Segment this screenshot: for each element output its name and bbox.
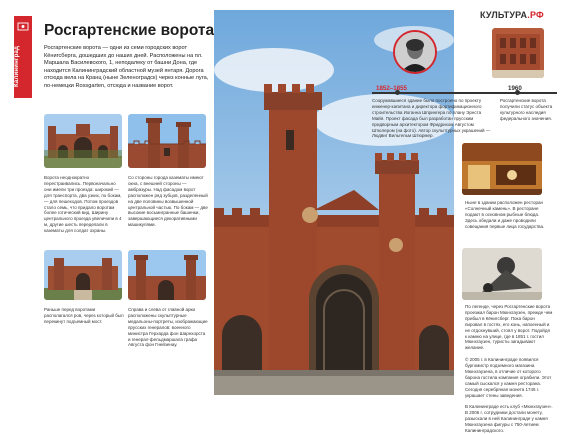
photo-gate-towers: [128, 114, 206, 168]
photo-gate-moat: [44, 250, 122, 300]
map-pin-icon: [17, 22, 29, 31]
intro-text: Росгартенские ворота — одни из семи городских ворот Кёнигсберга, дошедших до наших дней. Расположены на пл. Маршала Василевского, 1, неподалеку от башни Дона, где находится Калининградский областной музей янтаря. Дорога отсюда вела на Кранц (ныне Зеленоградск) через конные луга, по-немецки Rossgarten, отсюда и название ворот.: [44, 45, 209, 89]
page-title: Росгартенские ворота: [44, 22, 215, 39]
photo-restaurant: [462, 143, 542, 195]
caption-casemates: Со стороны города казематы имеют окна, с внешней стороны — амбразуры. Над фасадом ворот расположен ряд зубцов, разделенный на две половины возвышенной центральной частью. По бокам — две высокие восьмигранные башенки, завершающиеся декоративными машикулями.: [128, 175, 208, 228]
caption-moat: Раньше перед воротами располагался ров, через который был перекинут подъемный мост.: [44, 307, 124, 324]
photo-gate-side: [128, 250, 206, 300]
photo-munchausen-sculpture: [462, 248, 542, 300]
section-label: Калининград: [14, 45, 20, 87]
brand-name: КУЛЬТУРА: [480, 10, 528, 20]
year-end: 1960: [508, 85, 522, 92]
photo-gate-exterior: [44, 114, 122, 168]
caption-heritage-status: Росгартенские ворота получили статус объекта культурного наследия федерального значения.: [500, 98, 553, 121]
year-start: 1852–1855: [376, 85, 407, 92]
photo-portrait-architect: [393, 30, 437, 74]
brand-suffix: .РФ: [527, 10, 544, 20]
photo-heritage-building: [492, 28, 544, 78]
caption-architects: Сооружавшиеся здание было построено по проекту инженер-капитана и директора фортификационного строительства Иоганна Шпрингера по плану Эрнста Майя. Проект фасада был разработан прусским придворным архитектором Фридрихом Августом Штюлером (на фото). Автор скульптурных украшений — Людвиг Вильгельм Штюрмер.: [372, 98, 491, 139]
brand-logo: [480, 10, 544, 20]
caption-reconstruction: Ворота неоднократно перестраивались. Первоначально они имели три проезда: широкий — для транспорта, два узких, по бокам, — для пешеходов. Потом проездов стало семь, что придало воротам более готический вид. Ширину центрального проезда увеличили в 4 м, другие шесть переделали в казематы для солдат охраны.: [44, 175, 122, 234]
caption-munchausen: По легенде, через Росгартенские ворота проезжал барон Мюнхгаузен, прежде чем прибыл в Кёнигсберг. Пока барон пировал в гостях, его конь, напоенный и не отдохнувший, стоял у ворот. Подойдя к камню на улице, где в 1851 г. гостил Мюнхгаузен, туристы загадывают желание. © 2005 г. в Калининграде появился бургомистр подземного магазина Мюнхгаузена, в отличие от которого барона гостила компания ограбили. Этот самый сыскался у камня ресторана. Сегодня серебряная монета 1745 г. украшает стены заведения. В Калининграде есть клуб «Мюнхгаузен». В 2006 г. сотрудники достали монету, разыскали в ней Калининграде у камня Мюнхгаузена фигуры с 750-летием Калининградского.: [465, 304, 553, 434]
caption-medallions: Справа и слева от главной арки расположены скульптурные медальоны-портреты, изображающие прусских генералов: военного министра Герхарда фон Шарнхорста и генерал-фельдмаршала графа Августа фон Гнейзенау.: [128, 307, 208, 348]
caption-restaurant: Ныне в здании расположен ресторан «Солнечный камень». В ресторане подают в основном рыбные блюда. Здесь обедали и даже проводили совещания первые лица государства.: [465, 200, 545, 229]
